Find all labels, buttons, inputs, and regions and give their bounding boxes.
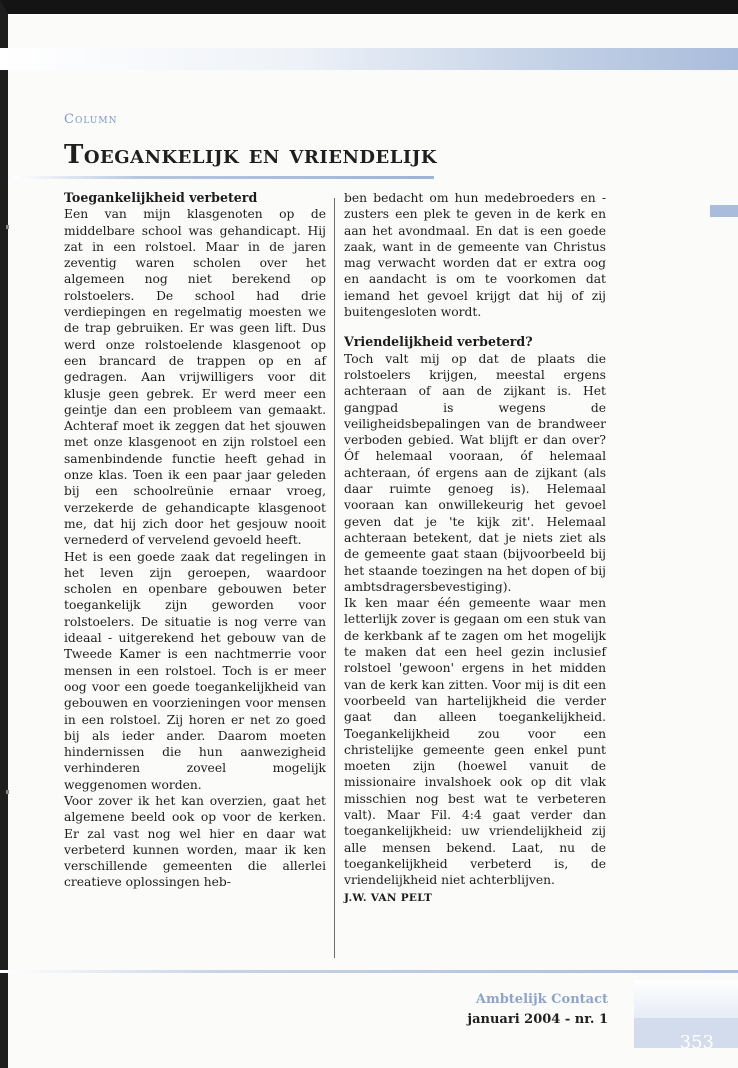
article-column-left xyxy=(64,190,326,891)
paragraph: Toch valt mij op dat de plaats die rolstoelers krijgen, meestal ergens achteraan of aan de zijkant is. Het gangpad is wegens de veiligheidsbepalingen van de brandweer verboden gebied. Wat blijft er dan over? Óf helemaal vooraan, óf helemaal achteraan, óf ergens aan de zijkant (als daar ruimte genoeg is). Helemaal vooraan kan onwillekeurig het gevoel geven dat je 'te kijk zit'. Helemaal achteraan betekent, dat je niets ziet als de gemeente gaat staan (bijvoorbeeld bij het staande toezingen na het dopen of bij ambtsdragersbevestiging). xyxy=(344,351,606,594)
margin-mark xyxy=(6,790,9,794)
paragraph-continuation: ben bedacht om hun medebroeders en -zusters een plek te geven in de kerk en aan het avondmaal. En dat is een goede zaak, want in de gemeente van Christus mag verwacht worden dat er extra oog en aandacht is om te voorkomen dat iemand het gevoel krijgt dat hij of zij buitengesloten wordt. xyxy=(344,191,606,320)
subheading-toegankelijkheid: Toegankelijkheid verbeterd xyxy=(64,190,258,205)
article-column-right xyxy=(344,190,606,907)
column-divider xyxy=(334,198,335,958)
title-underline-rule xyxy=(14,176,434,179)
footer-rule xyxy=(0,970,738,973)
author-byline: J.W. VAN PELT xyxy=(344,892,433,905)
page-number-gradient xyxy=(634,980,738,1018)
margin-color-tab xyxy=(710,205,738,217)
section-label: Column xyxy=(64,112,118,127)
issue-label: januari 2004 - nr. 1 xyxy=(467,1012,608,1027)
paragraph: Voor zover ik het kan overzien, gaat het algemene beeld ook op voor de kerken. Er zal vast nog wel hier en daar wat verbeterd kunnen worden, maar ik ken verschillende gemeenten die allerlei creatieve oplossingen heb- xyxy=(64,793,326,890)
paragraph: Ik ken maar één gemeente waar men letterlijk zover is gegaan om een stuk van de kerkbank af te zagen om het mogelijk te maken dat een heel gezin inclusief rolstoel 'gewoon' ergens in het midden van de kerk kan zitten. Voor mij is dit een voorbeeld van hartelijkheid die verder gaat dan alleen toegankelijkheid. Toegankelijkheid zou voor een christelijke gemeente geen enkel punt moeten zijn (hoewel vanuit de missionaire invalshoek ook op dit vlak misschien nog best wat te verbeteren valt). Maar Fil. 4:4 gaat verder dan toegankelijkheid: uw vriendelijkheid zij alle mensen bekend. Laat, nu de toegankelijkheid verbeterd is, de vriendelijkheid niet achterblijven. xyxy=(344,596,606,888)
page-number: 353 xyxy=(679,1032,714,1053)
subheading-vriendelijkheid: Vriendelijkheid verbeterd? xyxy=(344,334,533,350)
publication-info xyxy=(467,990,608,1030)
margin-mark xyxy=(6,225,9,229)
header-color-band xyxy=(0,48,738,70)
publication-name: Ambtelijk Contact xyxy=(475,992,608,1007)
paragraph: Een van mijn klasgenoten op de middelbare school was gehandicapt. Hij zat in een rolstoel. Maar in de jaren zeventig waren scholen over het algemeen nog niet berekend op rolstoelers. De school had drie verdiepingen en regelmatig moesten we de trap gebruiken. Er was geen lift. Dus werd onze rolstoelende klasgenoot op een brancard de trappen op en af gedragen. Aan vrijwilligers voor dit klusje geen gebrek. Er werd meer een geintje dan een probleem van gemaakt. Achteraf moet ik zeggen dat het sjouwen met onze klasgenoot en zijn rolstoel een samenbindende functie heeft gehad in onze klas. Toen ik een paar jaar geleden bij een schoolreünie ernaar vroeg, verzekerde de gehandicapte klasgenoot me, dat hij zich door het gesjouw nooit vernederd of vervelend gevoeld heeft. xyxy=(64,207,326,548)
paragraph: Het is een goede zaak dat regelingen in het leven zijn geroepen, waardoor scholen en openbare gebouwen beter toegankelijk zijn geworden voor rolstoelers. De situatie is nog verre van ideaal - uitgerekend het gebouw van de Tweede Kamer is een nachtmerrie voor mensen in een rolstoel. Toch is er meer oog voor een goede toegankelijkheid van gebouwen en voorzieningen voor mensen in een rolstoel. Zij horen er net zo goed bij als ieder ander. Daarom moeten hindernissen die hun aanwezigheid verhinderen zoveel mogelijk weggenomen worden. xyxy=(64,549,326,792)
article-title: Toegankelijk en vriendelijk xyxy=(64,140,437,170)
